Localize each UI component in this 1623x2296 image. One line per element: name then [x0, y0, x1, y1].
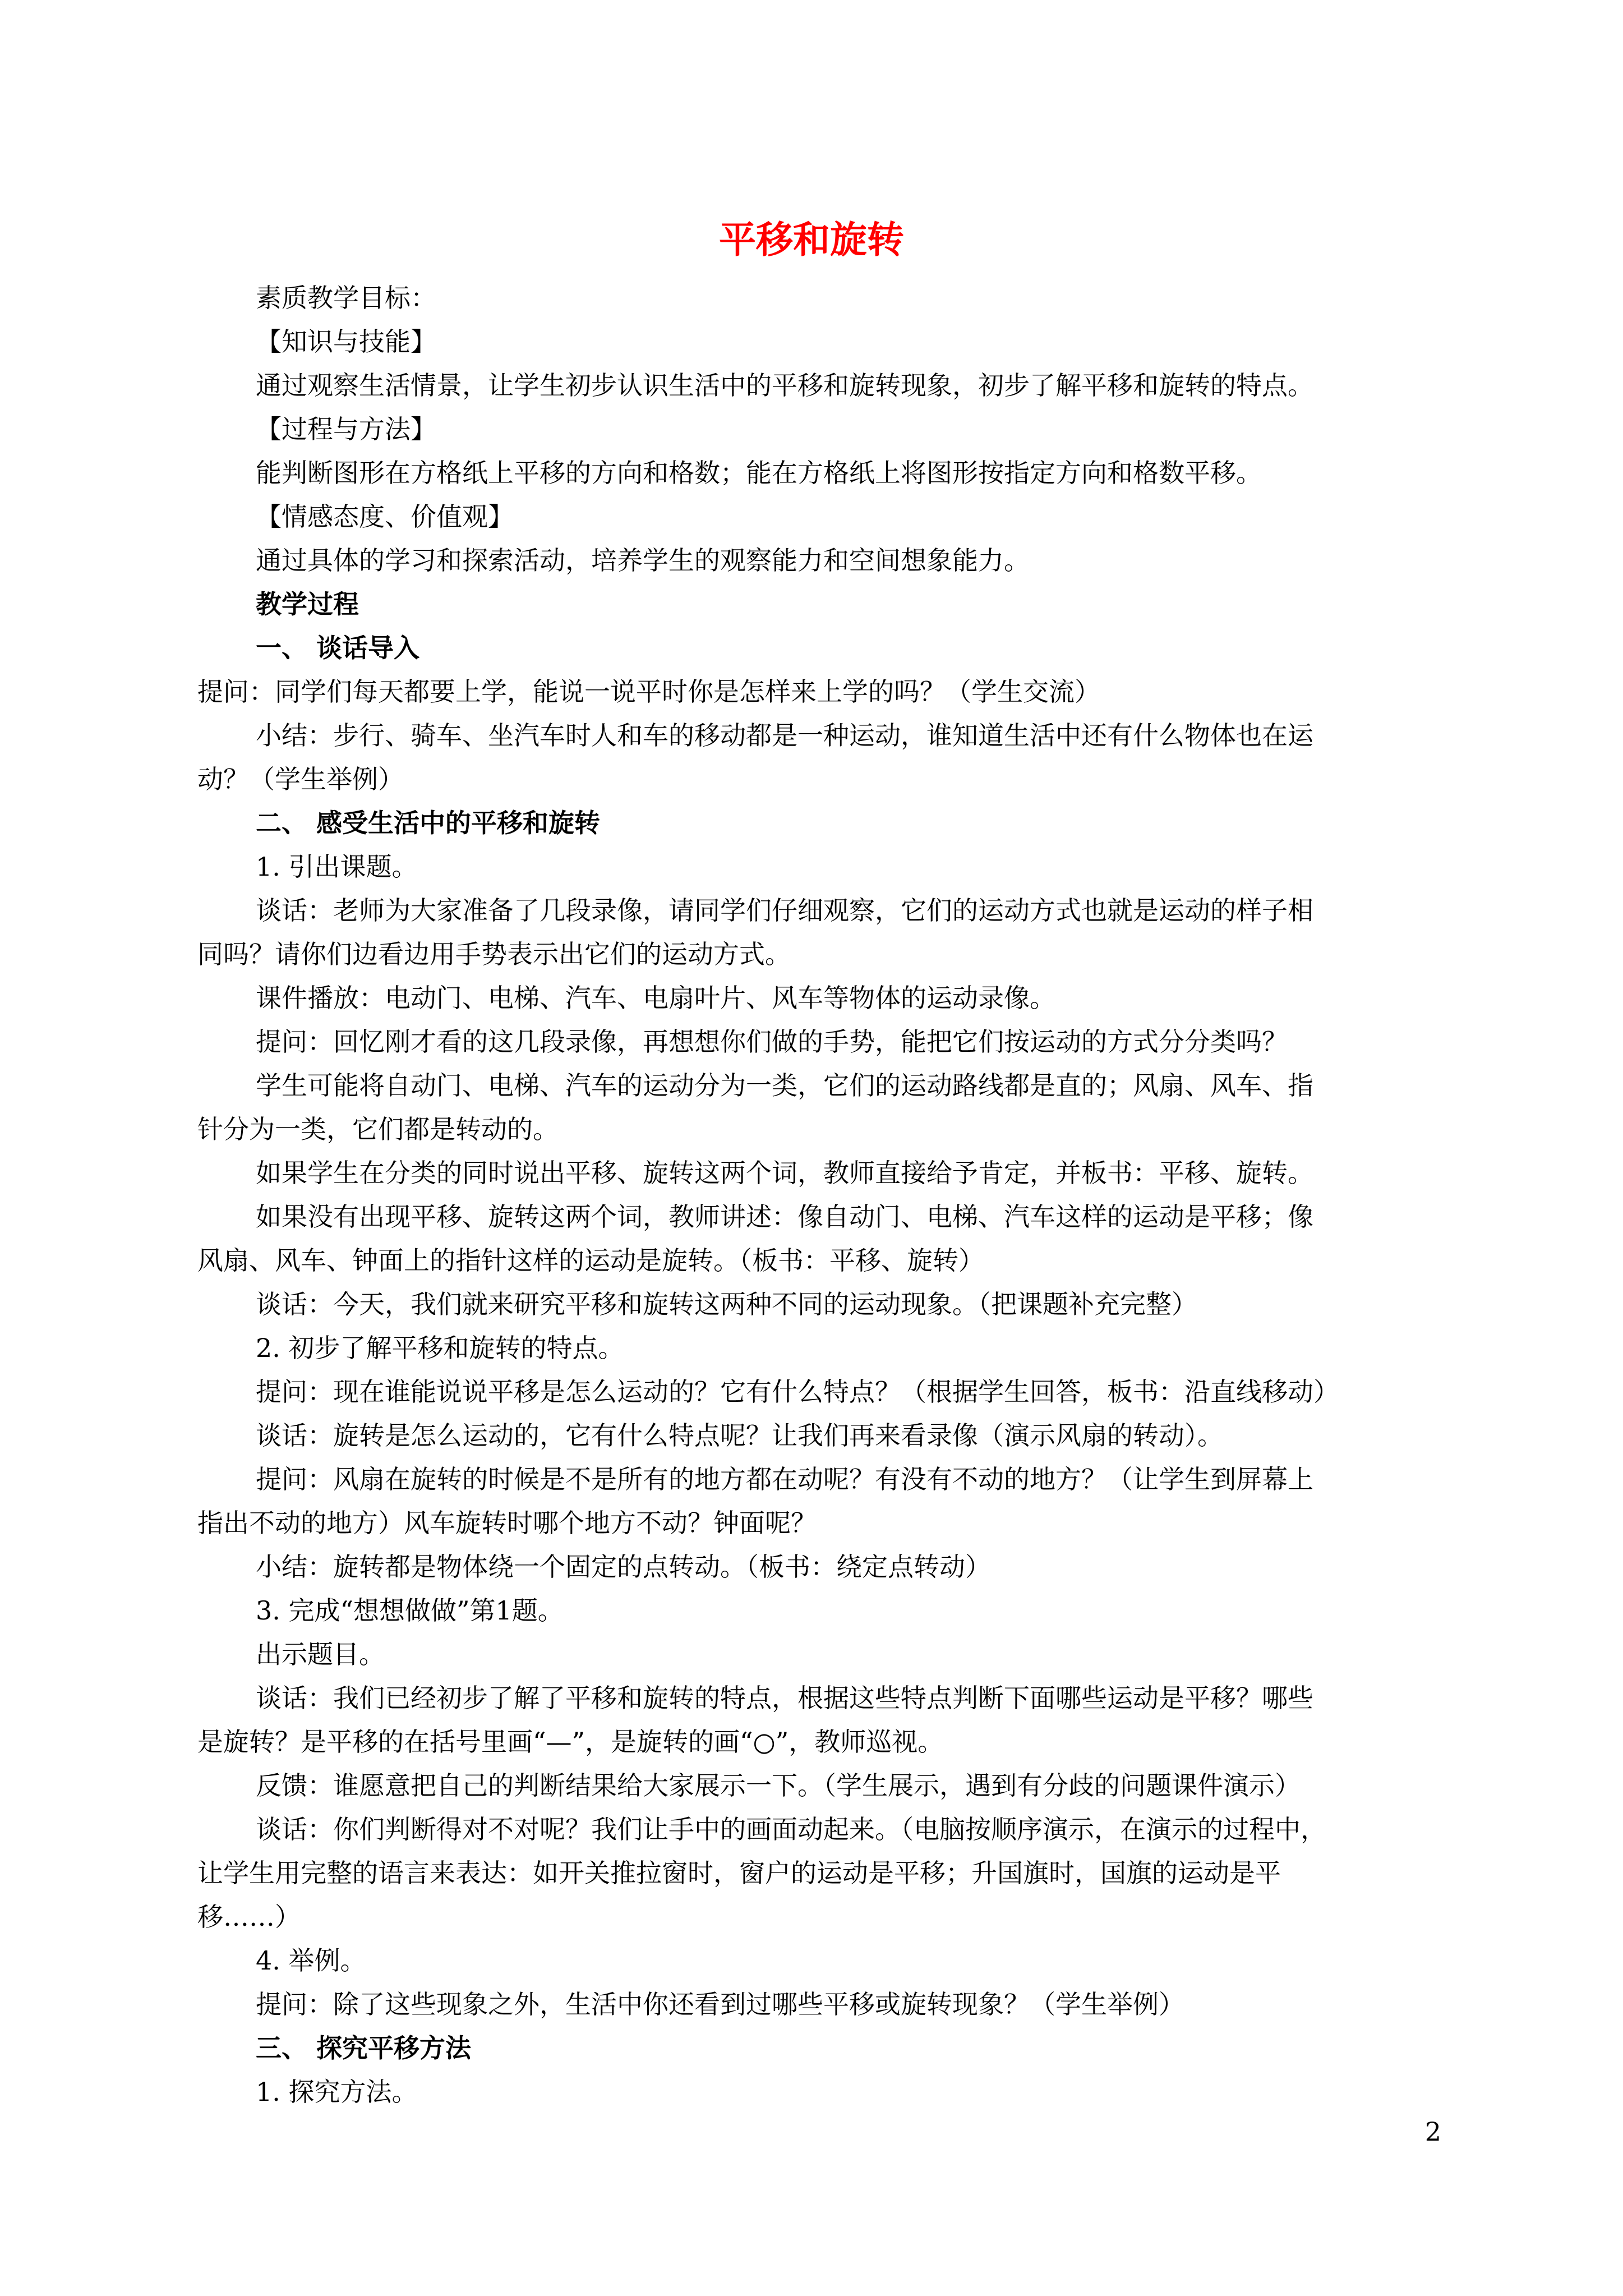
- text-line: 移……）: [197, 1902, 301, 1932]
- section-heading: 二、 感受生活中的平移和旋转: [256, 808, 601, 838]
- text-line: 提问：风扇在旋转的时候是不是所有的地方都在动呢？有没有不动的地方？（让学生到屏幕上: [256, 1464, 1313, 1494]
- text-line: 通过观察生活情景，让学生初步认识生活中的平移和旋转现象，初步了解平移和旋转的特点。: [256, 370, 1313, 401]
- text-line: 动？（学生举例）: [197, 764, 404, 794]
- text-line: 针分为一类，它们都是转动的。: [197, 1114, 559, 1144]
- text-line: 出示题目。: [256, 1639, 385, 1669]
- text-line: 【知识与技能】: [256, 326, 436, 357]
- text-line: 如果学生在分类的同时说出平移、旋转这两个词，教师直接给予肯定，并板书：平移、旋转。: [256, 1158, 1313, 1188]
- text-line: 素质教学目标：: [256, 283, 436, 313]
- text-line: 风扇、风车、钟面上的指针这样的运动是旋转。（板书：平移、旋转）: [197, 1245, 984, 1276]
- text-line: 提问：现在谁能说说平移是怎么运动的？它有什么特点？（根据学生回答，板书：沿直线移动）: [256, 1377, 1339, 1407]
- text-line: 是旋转？是平移的在括号里画“—”，是旋转的画“○”，教师巡视。: [197, 1727, 944, 1757]
- text-line: 【情感态度、价值观】: [256, 501, 514, 532]
- text-line: 3. 完成“想想做做”第1题。: [256, 1595, 564, 1626]
- text-line: 1. 探究方法。: [256, 2077, 418, 2107]
- text-line: 如果没有出现平移、旋转这两个词，教师讲述：像自动门、电梯、汽车这样的运动是平移；像: [256, 1202, 1313, 1232]
- text-line: 1. 引出课题。: [256, 852, 418, 882]
- text-line: 谈话：今天，我们就来研究平移和旋转这两种不同的运动现象。（把课题补充完整）: [256, 1289, 1197, 1319]
- text-line: 提问：同学们每天都要上学，能说一说平时你是怎样来上学的吗？（学生交流）: [197, 677, 1100, 707]
- page-number: 2: [1424, 2116, 1441, 2147]
- text-line: 【过程与方法】: [256, 414, 436, 444]
- text-line: 提问：回忆刚才看的这几段录像，再想想你们做的手势，能把它们按运动的方式分分类吗？: [256, 1027, 1288, 1057]
- text-line: 能判断图形在方格纸上平移的方向和格数；能在方格纸上将图形按指定方向和格数平移。: [256, 458, 1262, 488]
- text-line: 通过具体的学习和探索活动，培养学生的观察能力和空间想象能力。: [256, 545, 1030, 576]
- text-line: 谈话：老师为大家准备了几段录像，请同学们仔细观察，它们的运动方式也就是运动的样子相: [256, 895, 1313, 926]
- section-heading: 三、 探究平移方法: [256, 2033, 472, 2063]
- section-heading: 一、 谈话导入: [256, 633, 420, 663]
- page-title: 平移和旋转: [719, 218, 904, 261]
- document-body: [197, 276, 1441, 2114]
- text-line: 让学生用完整的语言来表达：如开关推拉窗时，窗户的运动是平移；升国旗时，国旗的运动是平: [197, 1858, 1281, 1888]
- text-line: 提问：除了这些现象之外，生活中你还看到过哪些平移或旋转现象？（学生举例）: [256, 1989, 1184, 2019]
- text-line: 谈话：我们已经初步了解了平移和旋转的特点，根据这些特点判断下面哪些运动是平移？哪些: [256, 1683, 1313, 1713]
- text-line: 小结：旋转都是物体绕一个固定的点转动。（板书：绕定点转动）: [256, 1552, 991, 1582]
- text-line: 反馈：谁愿意把自己的判断结果给大家展示一下。（学生展示，遇到有分歧的问题课件演示）: [256, 1770, 1301, 1801]
- text-line: 小结：步行、骑车、坐汽车时人和车的移动都是一种运动，谁知道生活中还有什么物体也在运: [256, 720, 1313, 751]
- text-line: 同吗？请你们边看边用手势表示出它们的运动方式。: [197, 939, 791, 969]
- text-line: 2. 初步了解平移和旋转的特点。: [256, 1333, 624, 1363]
- text-line: 4. 举例。: [256, 1945, 366, 1976]
- section-heading: 教学过程: [256, 589, 359, 619]
- text-line: 谈话：你们判断得对不对呢？我们让手中的画面动起来。（电脑按顺序演示，在演示的过程中，: [256, 1814, 1326, 1844]
- text-line: 学生可能将自动门、电梯、汽车的运动分为一类，它们的运动路线都是直的；风扇、风车、指: [256, 1070, 1313, 1101]
- text-line: 谈话：旋转是怎么运动的，它有什么特点呢？让我们再来看录像（演示风扇的转动）。: [256, 1420, 1223, 1451]
- text-line: 指出不动的地方）风车旋转时哪个地方不动？钟面呢？: [197, 1508, 817, 1538]
- text-line: 课件播放：电动门、电梯、汽车、电扇叶片、风车等物体的运动录像。: [256, 983, 1055, 1013]
